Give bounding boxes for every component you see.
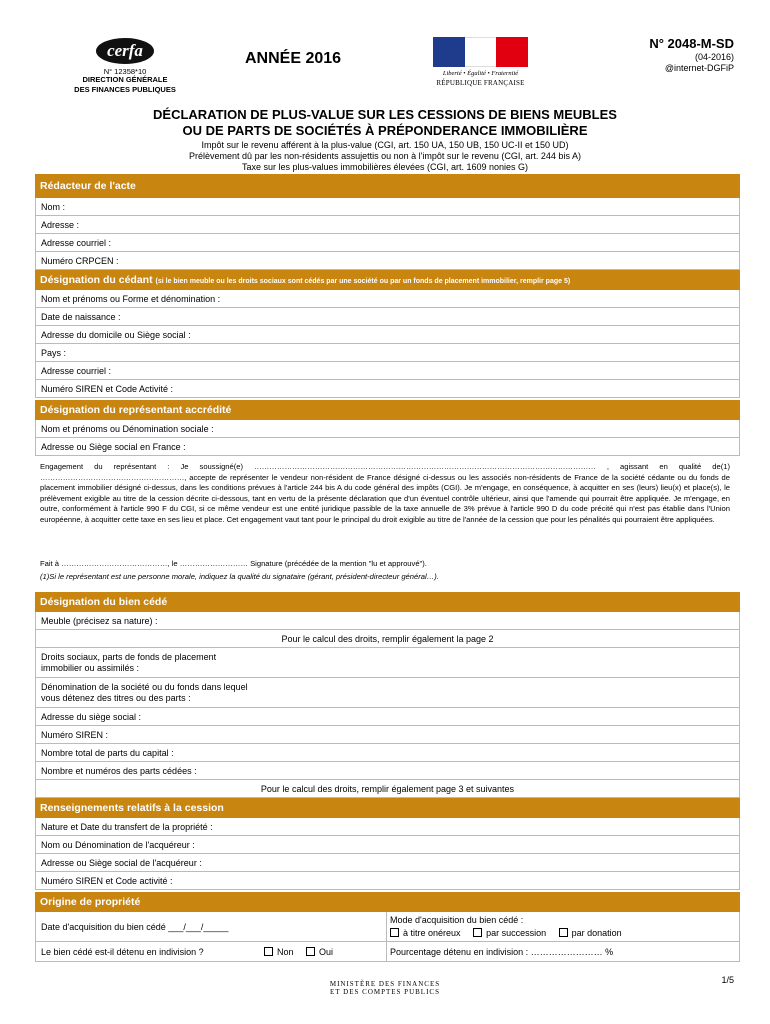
divider: [386, 912, 387, 942]
devise-text: Liberté • Égalité • Fraternité: [442, 70, 519, 77]
cerfa-number: N° 12358*10: [103, 67, 147, 76]
subtitle-2: Prélèvement dû par les non-résidents assujettis ou non à l'impôt sur le revenu (CGI, art. 244 bis A): [189, 151, 581, 161]
section-cession: Renseignements relatifs à la cession: [35, 798, 740, 818]
field-adresse-siege[interactable]: Adresse du siège social :: [35, 708, 740, 726]
field-adresse[interactable]: Adresse :: [35, 216, 740, 234]
field-nom-representant[interactable]: Nom et prénoms ou Dénomination sociale :: [35, 420, 740, 438]
field-denomination-societe[interactable]: Dénomination de la société ou du fonds dans lequel vous détenez des titres ou des parts :: [35, 678, 740, 708]
indivision-options: [264, 947, 333, 957]
origine-row-2: [35, 942, 740, 962]
form-number: N° 2048-M-SD: [649, 36, 734, 51]
subtitle-3: Taxe sur les plus-values immobilières élevées (CGI, art. 1609 nonies G): [241, 162, 529, 172]
field-date-naissance[interactable]: Date de naissance :: [35, 308, 740, 326]
label-succession: par succession: [486, 928, 547, 938]
fait-signature: Fait à ……………………………………, le ……………………… Signature (précédée de la mention "lu et approuvé").: [40, 559, 427, 568]
checkbox-oui[interactable]: [306, 947, 315, 956]
section-bien: Désignation du bien cédé: [35, 592, 740, 612]
checkbox-onereux[interactable]: [390, 928, 399, 937]
calc-note-page2: Pour le calcul des droits, remplir également la page 2: [35, 630, 740, 648]
annee-title: ANNÉE 2016: [245, 50, 342, 67]
main-title: [0, 107, 770, 139]
calc-note-page3: Pour le calcul des droits, remplir également page 3 et suivantes: [35, 780, 740, 798]
section-cedant-note: (si le bien meuble ou les droits sociaux sont cédés par une société ou par un fonds de placement immobilier, remplir page 5): [155, 278, 571, 285]
republique-text: RÉPUBLIQUE FRANÇAISE: [436, 79, 525, 87]
title-line-1: DÉCLARATION DE PLUS-VALUE SUR LES CESSIONS DE BIENS MEUBLES: [153, 107, 617, 122]
field-nombre-parts[interactable]: Nombre total de parts du capital :: [35, 744, 740, 762]
field-numeros-parts[interactable]: Nombre et numéros des parts cédées :: [35, 762, 740, 780]
label-oui: Oui: [319, 947, 334, 957]
origine-row-1: [35, 912, 740, 942]
page-number: 1/5: [721, 975, 734, 985]
subtitle-1: Impôt sur le revenu afférent à la plus-value (CGI, art. 150 UA, 150 UB, 150 UC-II et 150 UD): [201, 140, 569, 150]
form-date: (04-2016): [694, 52, 734, 62]
indivision-question: Le bien cédé est-il détenu en indivision ?: [41, 947, 204, 957]
marianne-flag-icon: [433, 37, 528, 67]
field-meuble[interactable]: Meuble (précisez sa nature) :: [35, 612, 740, 630]
cerfa-logo: cerfa: [96, 38, 154, 64]
field-date-acquisition[interactable]: Date d'acquisition du bien cédé ___/___/_____: [41, 922, 229, 932]
field-nature-date[interactable]: Nature et Date du transfert de la propriété :: [35, 818, 740, 836]
divider: [386, 942, 387, 962]
section-cedant-title: Désignation du cédant: [40, 274, 153, 286]
label-non: Non: [277, 947, 294, 957]
section-origine: Origine de propriété: [35, 892, 740, 912]
field-pourcentage[interactable]: Pourcentage détenu en indivision : …………………… %: [390, 947, 614, 957]
label-onereux: à titre onéreux: [403, 928, 461, 938]
field-nom[interactable]: Nom :: [35, 198, 740, 216]
field-siren[interactable]: Numéro SIREN :: [35, 726, 740, 744]
label-donation: par donation: [571, 928, 622, 938]
checkbox-succession[interactable]: [473, 928, 482, 937]
field-adresse-representant[interactable]: Adresse ou Siège social en France :: [35, 438, 740, 456]
field-crpcen[interactable]: Numéro CRPCEN :: [35, 252, 740, 270]
field-adresse-acquereur[interactable]: Adresse ou Siège social de l'acquéreur :: [35, 854, 740, 872]
checkbox-donation[interactable]: [559, 928, 568, 937]
ministry-logo: MINISTÈRE DES FINANCES ET DES COMPTES PUBLICS: [329, 980, 441, 996]
section-redacteur: Rédacteur de l'acte: [35, 174, 740, 198]
field-siren-acquereur[interactable]: Numéro SIREN et Code activité :: [35, 872, 740, 890]
field-siren-cedant[interactable]: Numéro SIREN et Code Activité :: [35, 380, 740, 398]
mode-options: [390, 928, 622, 938]
field-nom-acquereur[interactable]: Nom ou Dénomination de l'acquéreur :: [35, 836, 740, 854]
engagement-text: Engagement du représentant : Je soussigné(e) ……………………………………………………………………………………………………………………… , agissant en qualité de(1) …………………………………………………, accepte de représenter le vendeur non-résident de France désigné ci-dessus ou les associés non-résidents de France de la société cédante ou du fonds de placement immobilier désigné ci-dessus, dans les conditions prévues à l'article 244 bis A du code général des impôts (CGI). Je m'engage, en conséquence, à acquitter en ses (leurs) lieu(x) et place(s), le prélèvement exigible au titre de la cession décrite ci-dessous, tant en vertu de la présente déclaration que d'un éventuel contrôle ultérieur, ainsi que l'amende qui pourrait être appliquée. Je m'engage, en outre, conformément à l'article 990 F du CGI, si ce même vendeur est une entité juridique passible de la taxe annuelle de 3% prévue à l'article 990 D du code précité qui n'est pas établie dans l'Union européenne, à acquitter cette taxe en ses lieu et place. Cet engagement vaut tant pour le principal du droit exigible au titre de l'année de la cession que pour les pénalités qui pourraient être appliquées.: [40, 462, 730, 524]
title-line-2: OU DE PARTS DE SOCIÉTÉS À PRÉPONDERANCE IMMOBILIÈRE: [182, 123, 588, 138]
footnote: (1)Si le représentant est une personne morale, indiquez la qualité du signataire (gérant, président-directeur général…).: [40, 572, 439, 581]
field-courriel-cedant[interactable]: Adresse courriel :: [35, 362, 740, 380]
checkbox-non[interactable]: [264, 947, 273, 956]
field-adresse-courriel[interactable]: Adresse courriel :: [35, 234, 740, 252]
dgfip-label: DIRECTION GÉNÉRALE DES FINANCES PUBLIQUES: [74, 75, 176, 94]
mode-acquisition-label: Mode d'acquisition du bien cédé :: [390, 915, 524, 925]
field-droits-sociaux[interactable]: Droits sociaux, parts de fonds de placement immobilier ou assimilés :: [35, 648, 740, 678]
field-nom-prenoms-cedant[interactable]: Nom et prénoms ou Forme et dénomination :: [35, 290, 740, 308]
section-cedant: [35, 270, 740, 290]
form-source: @internet-DGFiP: [664, 63, 734, 73]
field-adresse-domicile[interactable]: Adresse du domicile ou Siège social :: [35, 326, 740, 344]
section-representant: Désignation du représentant accrédité: [35, 400, 740, 420]
field-pays[interactable]: Pays :: [35, 344, 740, 362]
